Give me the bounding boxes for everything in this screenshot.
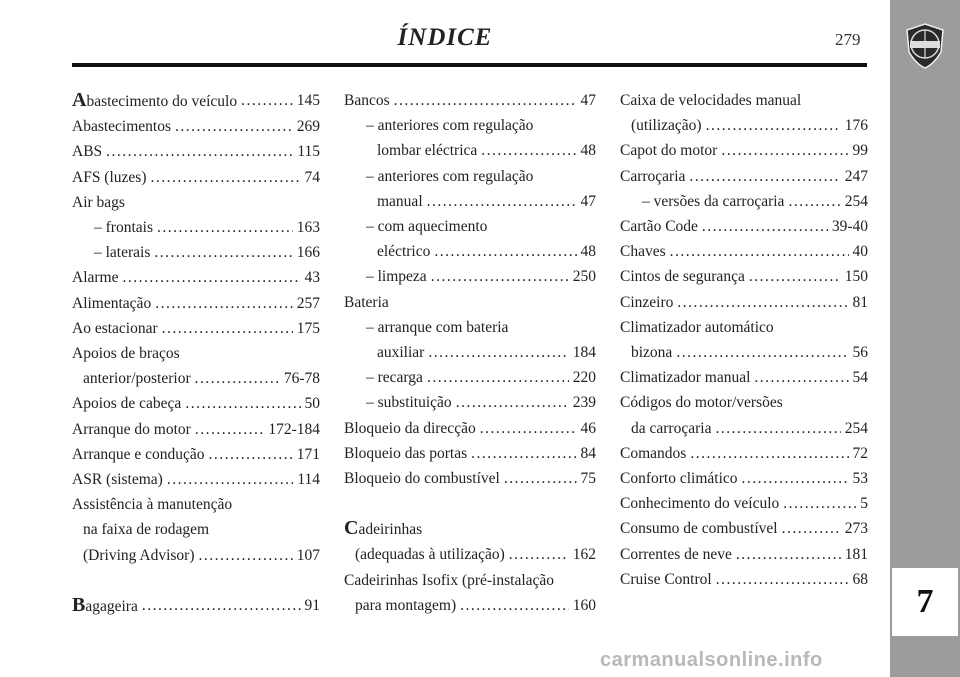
page-reference: 250 — [572, 268, 596, 286]
page-reference: 46 — [580, 419, 596, 437]
entry-label: Apoios de braços — [72, 345, 180, 363]
dot-leader — [749, 264, 841, 289]
entry-label: Arranque e condução — [72, 445, 205, 463]
dot-leader — [670, 239, 849, 264]
page-reference: 99 — [852, 142, 868, 160]
entry-label: Correntes de neve — [620, 545, 732, 563]
index-entry — [344, 593, 596, 618]
entry-label: – limpeza — [366, 268, 427, 286]
index-entry — [344, 568, 596, 593]
dot-leader — [157, 215, 293, 240]
page-reference: 220 — [572, 369, 596, 387]
entry-label: – com aquecimento — [366, 218, 488, 236]
dot-leader — [504, 466, 577, 491]
entry-label: Bloqueio das portas — [344, 444, 468, 462]
entry-label: (adequadas à utilização) — [355, 546, 505, 564]
dot-leader — [509, 542, 569, 567]
dot-leader — [142, 593, 301, 619]
dot-leader — [434, 239, 576, 264]
entry-label: Arranque do motor — [72, 420, 191, 438]
entry-text: bastecimento do veículo — [86, 93, 238, 110]
page-reference: 74 — [304, 168, 320, 186]
entry-label: Cruise Control — [620, 570, 712, 588]
page-reference: 47 — [580, 192, 596, 210]
entry-label: – arranque com bateria — [366, 318, 509, 336]
page-reference: 115 — [297, 143, 320, 161]
dot-leader — [155, 291, 293, 316]
page-reference: 68 — [852, 570, 868, 588]
entry-label: Conhecimento do veículo — [620, 495, 780, 513]
dot-leader — [162, 316, 293, 341]
dot-leader — [706, 113, 841, 138]
page-reference: 84 — [580, 444, 596, 462]
dot-leader — [460, 593, 569, 618]
page-reference: 48 — [580, 142, 596, 160]
index-entry — [72, 139, 320, 164]
index-entry — [344, 416, 596, 441]
entry-label: – versões da carroçaria — [642, 192, 785, 210]
index-entry — [72, 417, 320, 442]
page-reference: 145 — [296, 92, 320, 109]
entry-label: Cinzeiro — [620, 293, 674, 311]
entry-label: Assistência à manutenção — [72, 496, 233, 514]
entry-label: para montagem) — [355, 596, 457, 614]
index-entry — [344, 466, 596, 491]
entry-label: – laterais — [94, 244, 151, 262]
index-entry — [72, 492, 320, 517]
dot-leader — [122, 265, 300, 290]
page-reference: 269 — [296, 118, 320, 136]
section-initial: C — [344, 517, 359, 540]
index-entry — [72, 316, 320, 341]
page-reference: 163 — [296, 219, 320, 237]
dot-leader — [677, 290, 848, 315]
dot-leader — [195, 366, 280, 391]
index-entry — [344, 315, 596, 340]
page-number: 279 — [835, 30, 861, 49]
dot-leader — [175, 114, 293, 139]
entry-label: Alarme — [72, 269, 119, 287]
watermark: carmanualsonline.info — [600, 649, 823, 671]
dot-leader — [676, 340, 848, 365]
dot-leader — [154, 240, 292, 265]
entry-label — [72, 88, 237, 114]
dot-leader — [782, 516, 841, 541]
entry-label: Bloqueio da direcção — [344, 419, 476, 437]
entry-label: Comandos — [620, 444, 687, 462]
page-reference: 81 — [852, 293, 868, 311]
index-entry — [72, 341, 320, 366]
index-entry — [620, 290, 868, 315]
index-entry — [620, 466, 868, 491]
index-entry — [72, 391, 320, 416]
index-entry — [620, 138, 868, 163]
index-entry — [344, 189, 596, 214]
index-entry — [620, 365, 868, 390]
entry-label: Bateria — [344, 293, 389, 311]
entry-label: na faixa de rodagem — [83, 521, 210, 539]
entry-label: Cintos de segurança — [620, 268, 745, 286]
dot-leader — [481, 138, 576, 163]
entry-label: Conforto climático — [620, 470, 738, 488]
index-column-3 — [620, 88, 868, 592]
page-reference: 171 — [296, 445, 320, 463]
lancia-logo-icon — [904, 22, 946, 70]
page-reference: 91 — [304, 596, 320, 614]
dot-leader — [456, 390, 569, 415]
page-reference: 75 — [580, 470, 596, 488]
index-entry — [620, 88, 868, 113]
entry-label: Bancos — [344, 92, 390, 109]
page-reference: 47 — [580, 92, 596, 109]
dot-leader — [241, 88, 293, 114]
index-entry — [344, 113, 596, 138]
index-entry — [72, 291, 320, 316]
dot-leader — [209, 442, 293, 467]
index-entry — [620, 491, 868, 516]
dot-leader — [427, 365, 569, 390]
index-entry — [620, 416, 868, 441]
entry-label: (utilização) — [631, 117, 702, 135]
page-reference: 160 — [572, 596, 596, 614]
page-reference: 43 — [304, 269, 320, 287]
page-reference: 162 — [572, 546, 596, 564]
entry-label: Carroçaria — [620, 167, 686, 185]
entry-label: Climatizador manual — [620, 369, 751, 387]
dot-leader — [428, 340, 568, 365]
entry-label — [72, 593, 138, 619]
dot-leader — [195, 417, 265, 442]
page-reference: 181 — [844, 545, 868, 563]
index-entry — [344, 88, 596, 113]
index-entry — [72, 190, 320, 215]
section-gap — [72, 568, 320, 593]
page-reference: 40 — [852, 243, 868, 261]
entry-label: (Driving Advisor) — [83, 546, 195, 564]
dot-leader — [715, 416, 840, 441]
index-entry — [620, 239, 868, 264]
index-column-1 — [72, 88, 320, 619]
page-reference: 254 — [844, 192, 868, 210]
page-reference: 50 — [304, 395, 320, 413]
entry-label: – frontais — [94, 219, 153, 237]
dot-leader — [167, 467, 293, 492]
entry-label: Air bags — [72, 193, 125, 211]
index-section-start — [72, 593, 320, 619]
entry-label: Bloqueio do combustível — [344, 470, 500, 488]
dot-leader — [106, 139, 293, 164]
entry-label: Capot do motor — [620, 142, 718, 160]
entry-label: eléctrico — [377, 243, 431, 261]
entry-label: Caixa de velocidades manual — [620, 92, 802, 109]
index-entry — [620, 264, 868, 289]
dot-leader — [185, 391, 300, 416]
dot-leader — [783, 491, 856, 516]
page-reference: 184 — [572, 344, 596, 362]
index-entry — [344, 290, 596, 315]
entry-text: adeirinhas — [358, 521, 423, 539]
dot-leader — [199, 543, 293, 568]
chapter-number: 7 — [892, 568, 958, 636]
entry-label: – substituição — [366, 394, 452, 412]
page-reference: 172-184 — [268, 420, 320, 438]
dot-leader — [690, 441, 848, 466]
entry-label: anterior/posterior — [83, 370, 191, 388]
index-entry — [620, 340, 868, 365]
index-entry — [620, 567, 868, 592]
page-reference: 247 — [844, 167, 868, 185]
page-reference: 53 — [852, 470, 868, 488]
dot-leader — [431, 264, 569, 289]
page-reference: 5 — [860, 495, 868, 513]
dot-leader — [394, 88, 577, 113]
entry-label: – anteriores com regulação — [366, 167, 534, 185]
index-entry — [620, 189, 868, 214]
entry-label: Climatizador automático — [620, 318, 774, 336]
dot-leader — [721, 138, 848, 163]
page-reference: 150 — [844, 268, 868, 286]
index-entry — [620, 214, 868, 239]
dot-leader — [471, 441, 576, 466]
dot-leader — [480, 416, 577, 441]
page-reference: 72 — [852, 444, 868, 462]
section-gap — [344, 491, 596, 516]
index-entry — [620, 113, 868, 138]
index-entry — [72, 165, 320, 190]
page-reference: 56 — [852, 344, 868, 362]
entry-label: Consumo de combustível — [620, 520, 778, 538]
entry-label: ABS — [72, 143, 103, 161]
page-reference: 273 — [844, 520, 868, 538]
entry-label: lombar eléctrica — [377, 142, 478, 160]
page-reference: 48 — [580, 243, 596, 261]
entry-label: AFS (luzes) — [72, 168, 147, 186]
entry-label: Abastecimentos — [72, 118, 172, 136]
entry-label: – recarga — [366, 369, 423, 387]
entry-label: Chaves — [620, 243, 666, 261]
index-entry — [344, 441, 596, 466]
page-reference: 254 — [844, 419, 868, 437]
entry-label: Apoios de cabeça — [72, 395, 182, 413]
index-entry — [72, 517, 320, 542]
index-entry — [72, 543, 320, 568]
dot-leader — [742, 466, 849, 491]
index-entry — [344, 340, 596, 365]
dot-leader — [716, 567, 849, 592]
page-reference: 39-40 — [831, 218, 868, 236]
page-reference: 239 — [572, 394, 596, 412]
index-entry — [620, 516, 868, 541]
index-entry — [72, 265, 320, 290]
section-initial: A — [72, 89, 87, 111]
index-entry — [620, 441, 868, 466]
index-entry — [620, 164, 868, 189]
entry-label: Códigos do motor/versões — [620, 394, 783, 412]
page-reference: 175 — [296, 319, 320, 337]
index-entry — [72, 114, 320, 139]
entry-label: ASR (sistema) — [72, 471, 163, 489]
page-reference: 166 — [296, 244, 320, 262]
dot-leader — [427, 189, 577, 214]
dot-leader — [689, 164, 840, 189]
entry-label: auxiliar — [377, 344, 425, 362]
entry-label: Alimentação — [72, 294, 152, 312]
page-title: ÍNDICE — [397, 24, 493, 51]
index-entry — [344, 239, 596, 264]
index-entry — [344, 214, 596, 239]
entry-label: Cadeirinhas Isofix (pré-instalação — [344, 571, 555, 589]
entry-label: Ao estacionar — [72, 319, 158, 337]
entry-label: – anteriores com regulação — [366, 117, 534, 135]
page-reference: 257 — [296, 294, 320, 312]
index-entry — [620, 315, 868, 340]
page-reference: 114 — [297, 471, 320, 489]
index-entry — [344, 390, 596, 415]
entry-label: da carroçaria — [631, 419, 712, 437]
dot-leader — [754, 365, 848, 390]
dot-leader — [702, 214, 828, 239]
entry-label: bizona — [631, 344, 673, 362]
dot-leader — [150, 165, 300, 190]
index-entry — [620, 390, 868, 415]
page-reference: 176 — [844, 117, 868, 135]
entry-text: agageira — [85, 597, 138, 615]
index-entry — [72, 467, 320, 492]
index-column-2 — [344, 88, 596, 618]
entry-label: Cartão Code — [620, 218, 698, 236]
index-entry — [344, 138, 596, 163]
header-rule — [72, 63, 867, 67]
index-entry — [344, 542, 596, 567]
dot-leader — [736, 542, 841, 567]
index-entry — [72, 442, 320, 467]
page-reference: 107 — [296, 546, 320, 564]
page-reference: 54 — [852, 369, 868, 387]
dot-leader — [788, 189, 840, 214]
page-reference: 76-78 — [283, 370, 320, 388]
index-entry — [72, 215, 320, 240]
index-entry — [620, 542, 868, 567]
entry-label: manual — [377, 192, 423, 210]
index-entry — [72, 366, 320, 391]
index-section-start — [72, 88, 320, 114]
index-entry — [344, 164, 596, 189]
index-entry — [344, 365, 596, 390]
entry-label — [344, 516, 422, 542]
index-entry — [72, 240, 320, 265]
section-initial: B — [72, 593, 86, 616]
index-section-start — [344, 516, 596, 542]
index-entry — [344, 264, 596, 289]
